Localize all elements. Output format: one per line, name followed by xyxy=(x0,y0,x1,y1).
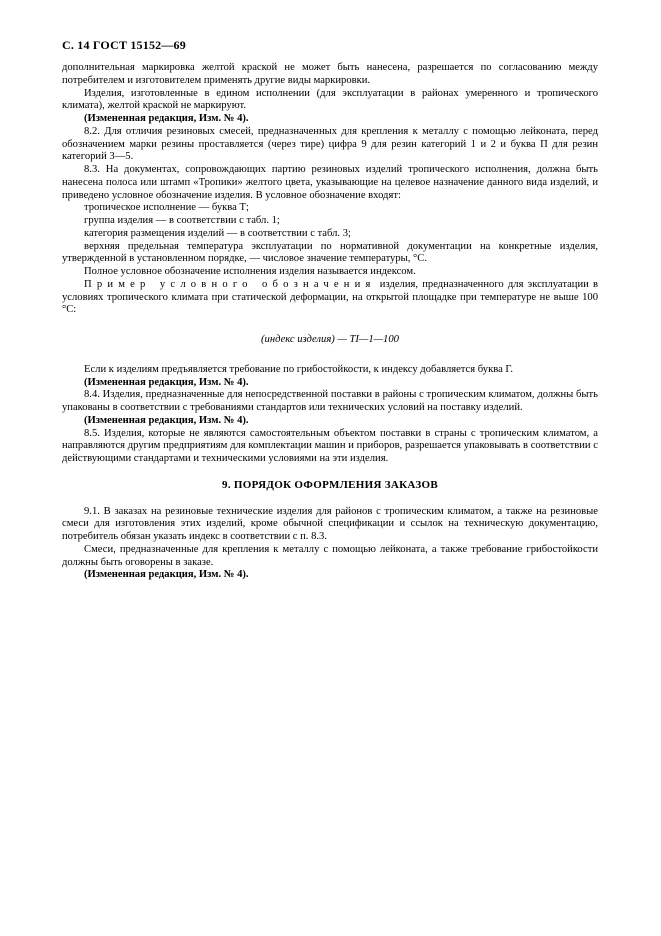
clause-8-4: 8.4. Изделия, предназначенные для непосредственной поставки в районы с тропическим климатом, должны быть упакованы в соответствии с требованиями стандартов или технических условий на поставку изделий. xyxy=(62,389,598,413)
list-item: категория размещения изделий — в соответствии с табл. 3; xyxy=(84,227,351,239)
list-item: верхняя предельная температура эксплуатации по нормативной документации на конкретные изделия, утвержденной в установленном порядке, — числовое значение температуры, °С. xyxy=(62,240,598,265)
revision-note: (Измененная редакция, Изм. № 4). xyxy=(84,414,249,426)
revision-note: (Измененная редакция, Изм. № 4). xyxy=(84,113,249,124)
document-page xyxy=(62,38,598,582)
example-label: Пример условного обозначения xyxy=(84,278,376,290)
section-title: 9. ПОРЯДОК ОФОРМЛЕНИЯ ЗАКАЗОВ xyxy=(222,478,438,491)
clause-8-3: 8.3. На документах, сопровождающих партию резиновых изделий тропического исполнения, должна быть нанесена полоса или штамп «Тропики» желтого цвета, указывающие на целевое назначение данного вида изделий, и приведено условное обозначение изделия. В условное обозначение входят: xyxy=(62,164,598,201)
clause-8-2: 8.2. Для отличия резиновых смесей, предназначенных для крепления к металлу с помощью лейконата, перед обозначением марки резины проставляется (через тире) цифра 9 для резин категорий 1 и 2 и буква П для резин категорий 3—5. xyxy=(62,125,598,163)
paragraph-single-version: Изделия, изготовленные в едином исполнении (для эксплуатации в районах умеренного и тропического климата), желтой краской не маркируют. xyxy=(62,87,598,112)
clause-8-5: 8.5. Изделия, которые не являются самостоятельным объектом поставки в страны с тропическим климатом, а направляются другим предприятиям для комплектации машин и приборов, разрешается упаковывать в соответствии с действующими стандартами и техническими условиями на эти изделия. xyxy=(62,427,598,464)
page-header: С. 14 ГОСТ 15152—69 xyxy=(62,38,186,52)
index-definition: Полное условное обозначение исполнения изделия называется индексом. xyxy=(84,266,416,277)
example-paragraph xyxy=(62,279,598,317)
body-text xyxy=(62,62,598,582)
fungus-resistance-note: Если к изделиям предъявляется требование по грибостойкости, к индексу добавляется буква Г. xyxy=(84,363,514,375)
revision-note: (Измененная редакция, Изм. № 4). xyxy=(84,569,249,581)
list-item: группа изделия — в соответствии с табл. 1; xyxy=(84,215,280,226)
revision-note: (Измененная редакция, Изм. № 4). xyxy=(84,376,249,388)
clause-9-mixtures: Смеси, предназначенные для крепления к металлу с помощью лейконата, а также требование грибостойкости должны быть оговорены в заказе. xyxy=(62,543,598,568)
paragraph-continuation: дополнительная маркировка желтой краской не может быть нанесена, разрешается по согласованию между потребителем и изготовителем применять другие виды маркировки. xyxy=(62,62,598,86)
example-formula: (индекс изделия) — ТI—1—100 xyxy=(261,334,399,345)
list-item: тропическое исполнение — буква Т; xyxy=(84,202,249,214)
clause-9-1: 9.1. В заказах на резиновые технические изделия для районов с тропическим климатом, а также на резиновые смеси для изготовления этих изделий, кроме обычной спецификации и ссылок на техническую документацию, потребитель обязан указать индекс в соответствии с п. 8.3. xyxy=(62,505,598,542)
example-text: изделия, предназначенного для эксплуатации в условиях тропического климата при статической деформации, на открытой площадке при температуре не выше 100 °С: xyxy=(62,278,598,316)
